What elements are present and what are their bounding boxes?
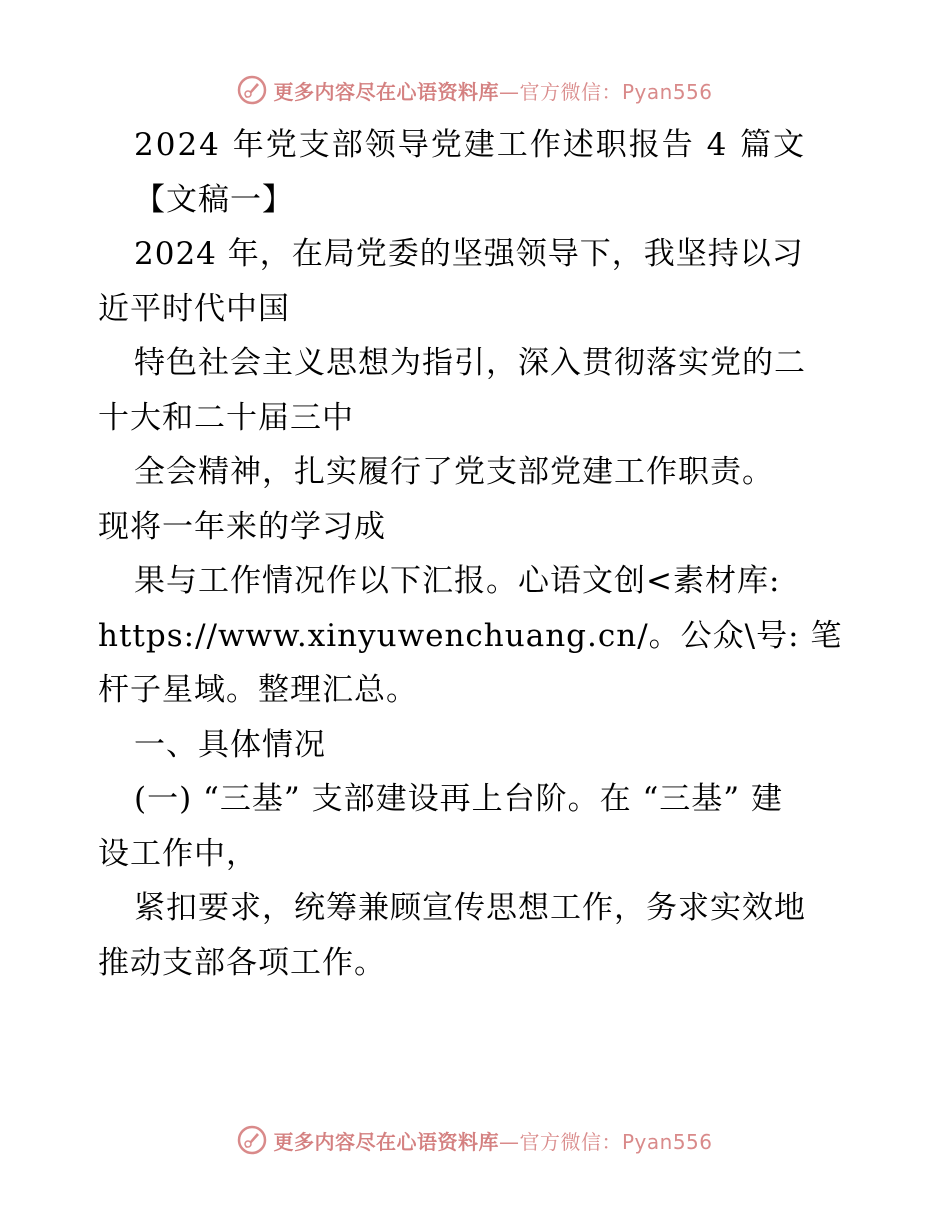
paragraph-line: https://www.xinyuwenchuang.cn/。公众\号: 笔	[98, 617, 843, 654]
section-label: 【文稿一】	[134, 181, 294, 218]
paragraph-line: 设工作中，	[98, 835, 258, 872]
paragraph-line: 十大和二十届三中	[98, 399, 354, 436]
paragraph-line: 近平时代中国	[98, 290, 290, 327]
quill-circle-icon	[237, 1125, 267, 1155]
paragraph-line: 特色社会主义思想为指引，深入贯彻落实党的二	[134, 345, 806, 381]
quill-circle-icon	[237, 75, 267, 105]
watermark-banner-top	[0, 70, 950, 110]
document-body	[98, 118, 858, 990]
watermark-text: 更多内容尽在心语资料库—官方微信：Pyan556	[273, 1129, 713, 1154]
document-title: 2024 年党支部领导党建工作述职报告 4 篇文	[134, 127, 807, 163]
paragraph-line: 果与工作情况作以下汇报。心语文创<素材库:	[134, 563, 781, 599]
paragraph-line: 2024 年，在局党委的坚强领导下，我坚持以习	[134, 236, 804, 272]
paragraph-line: 紧扣要求，统筹兼顾宣传思想工作，务求实效地	[134, 890, 806, 926]
watermark-banner-bottom	[0, 1120, 950, 1160]
paragraph-line: 现将一年来的学习成	[98, 508, 386, 545]
paragraph-line: 全会精神，扎实履行了党支部党建工作职责。	[134, 454, 774, 490]
watermark-text: 更多内容尽在心语资料库—官方微信：Pyan556	[273, 79, 713, 104]
paragraph-line: 杆子星域。整理汇总。	[98, 672, 418, 708]
section-heading: 一、具体情况	[134, 726, 326, 763]
paragraph-line: 推动支部各项工作。	[98, 944, 386, 981]
paragraph-line: (一) “三基” 支部建设再上台阶。在 “三基” 建	[134, 781, 783, 817]
